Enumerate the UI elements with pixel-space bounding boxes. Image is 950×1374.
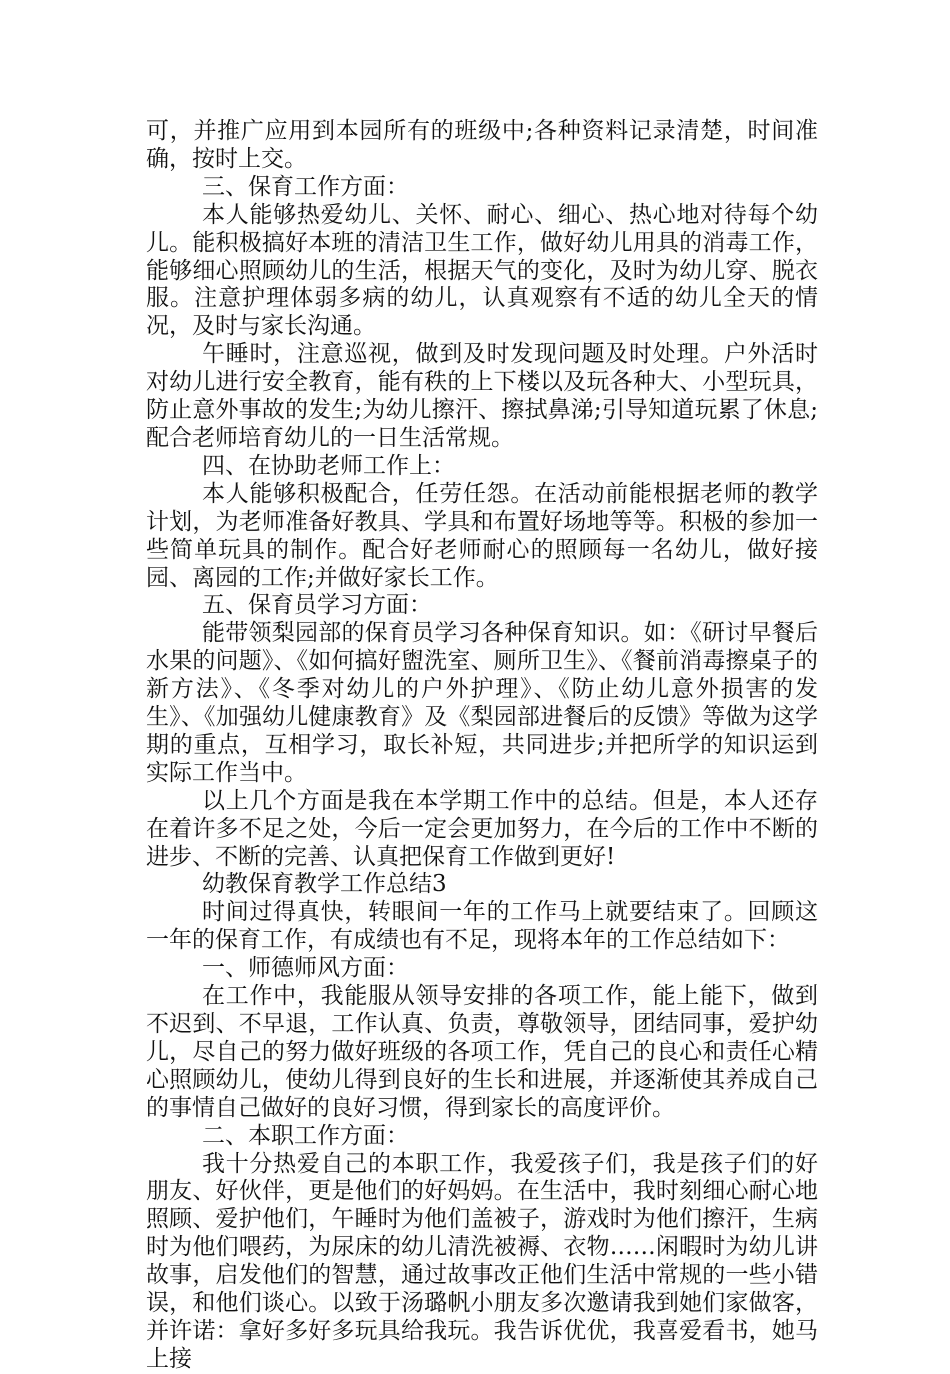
- paragraph-childcare-care: 本人能够热爱幼儿、关怀、耐心、细心、热心地对待每个幼儿。能积极搞好本班的清洁卫生工作，做好幼儿用具的消毒工作，能够细心照顾幼儿的生活，根据天气的变化，及时为幼儿穿、脱衣服。注意护理体弱多病的幼儿，认真观察有不适的幼儿全天的情况，及时与家长沟通。: [146, 201, 818, 340]
- section-heading-study: 五、保育员学习方面：: [202, 592, 432, 619]
- paragraph-nap-safety: 午睡时，注意巡视，做到及时发现问题及时处理。户外活时对幼儿进行安全教育，能有秩的上下楼以及玩各种大、小型玩具，防止意外事故的发生;为幼儿擦汗、擦拭鼻涕;引导知道玩累了休息;配合老师培育幼儿的一日生活常规。: [146, 341, 818, 451]
- section-heading-ethics: 一、师德师风方面：: [202, 955, 409, 982]
- document-section-title: 幼教保育教学工作总结3: [202, 871, 447, 898]
- section-heading-duty: 二、本职工作方面：: [202, 1122, 409, 1149]
- paragraph-continuation: 可，并推广应用到本园所有的班级中;各种资料记录清楚，时间准确，按时上交。: [146, 118, 818, 172]
- document-body: [146, 118, 818, 1374]
- section-heading-childcare: 三、保育工作方面：: [202, 173, 409, 200]
- paragraph-duty: 我十分热爱自己的本职工作，我爱孩子们，我是孩子们的好朋友、好伙伴，更是他们的好妈妈。在生活中，我时刻细心耐心地照顾、爱护他们，午睡时为他们盖被子，游戏时为他们擦汗，生病时为他们喂药，为尿床的幼儿清洗被褥、衣物……闲暇时为幼儿讲故事，启发他们的智慧，通过故事改正他们生活中常规的一些小错误，和他们谈心。以致于汤璐帆小朋友多次邀请我到她们家做客，并许诺：拿好多好多玩具给我玩。我告诉优优，我喜爱看书，她马上接: [146, 1150, 818, 1372]
- paragraph-intro: 时间过得真快，转眼间一年的工作马上就要结束了。回顾这一年的保育工作，有成绩也有不足，现将本年的工作总结如下：: [146, 899, 818, 954]
- paragraph-assist-teacher: 本人能够积极配合，任劳任怨。在活动前能根据老师的教学计划，为老师准备好教具、学具和布置好场地等等。积极的参加一些简单玩具的制作。配合好老师耐心的照顾每一名幼儿，做好接园、离园的工作;并做好家长工作。: [146, 480, 818, 591]
- section-heading-assist-teacher: 四、在协助老师工作上：: [202, 452, 455, 479]
- paragraph-study: 能带领梨园部的保育员学习各种保育知识。如：《研讨早餐后水果的问题》、《如何搞好盥洗室、厕所卫生》、《餐前消毒擦桌子的新方法》、《冬季对幼儿的户外护理》、《防止幼儿意外损害的发生》、《加强幼儿健康教育》及《梨园部进餐后的反馈》等做为这学期的重点，互相学习，取长补短，共同进步;并把所学的知识运到实际工作当中。: [146, 620, 818, 786]
- paragraph-ethics: 在工作中，我能服从领导安排的各项工作，能上能下，做到不迟到、不早退，工作认真、负责，尊敬领导，团结同事，爱护幼儿，尽自己的努力做好班级的各项工作，凭自己的良心和责任心精心照顾幼儿，使幼儿得到良好的生长和进展，并逐渐使其养成自己的事情自己做好的良好习惯，得到家长的高度评价。: [146, 983, 818, 1121]
- paragraph-summary: 以上几个方面是我在本学期工作中的总结。但是，本人还存在着许多不足之处，今后一定会更加努力，在今后的工作中不断的进步、不断的完善、认真把保育工作做到更好!: [146, 787, 818, 870]
